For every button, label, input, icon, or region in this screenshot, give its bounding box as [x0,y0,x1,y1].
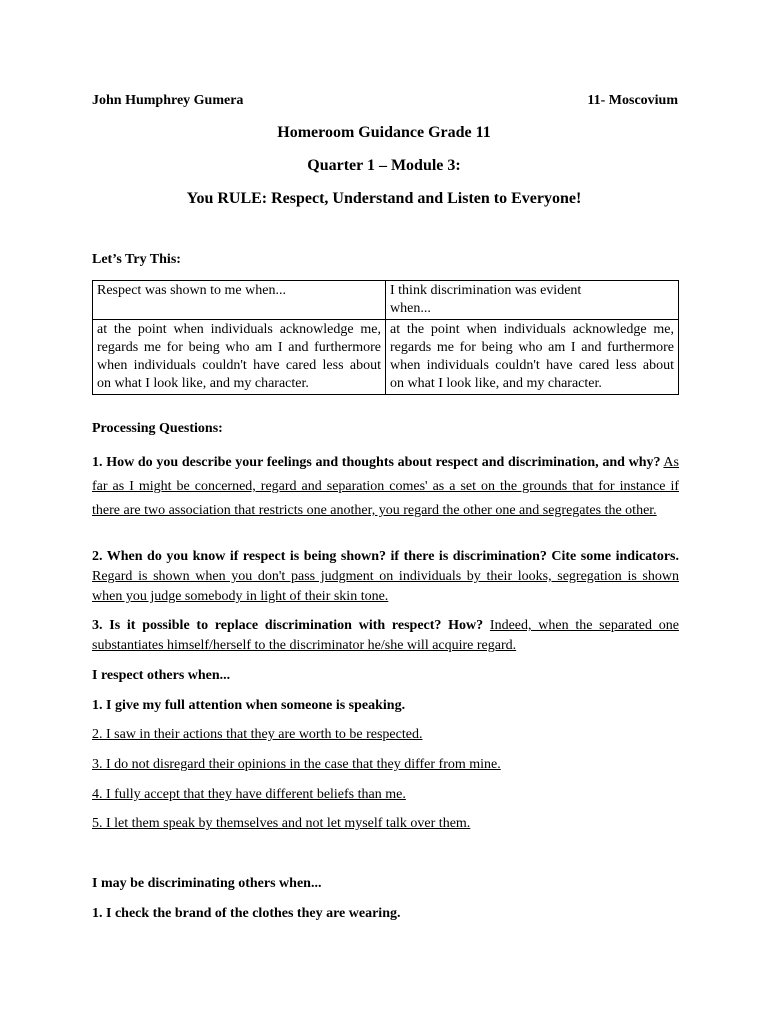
table-cell-respect: at the point when individuals acknowledge me, regards me for being who am I and furthermore when individuals couldn't have cared less about on what I look like, and my character. [93,320,386,395]
table-header-discrimination: I think discrimination was evident when... [386,281,679,320]
respect-item-5: 5. I let them speak by themselves and not let myself talk over them. [92,816,471,831]
question-2-text: 2. When do you know if respect is being shown? if there is discrimination? Cite some indicators. [92,549,679,564]
question-1-answer: As far as I might be concerned, regard and separation comes' as a set on the grounds that for instance if there are two association that restricts one another, you regard the other one and segregates the other. [92,455,679,518]
question-1 [92,451,679,523]
student-name: John Humphrey Gumera [92,93,244,108]
table-header-respect: Respect was shown to me when... [93,281,386,320]
discriminating-heading: I may be discriminating others when... [92,876,322,891]
table-row [93,320,679,395]
respect-item-2: 2. I saw in their actions that they are worth to be respected. [92,727,423,742]
question-2 [92,547,679,607]
respect-item-3: 3. I do not disregard their opinions in the case that they differ from mine. [92,757,501,772]
respect-others-heading: I respect others when... [92,668,231,683]
lets-try-this-heading: Let’s Try This: [92,252,181,267]
question-3-answer: Indeed, when the separated one substantiates himself/herself to the discriminator he/she will acquire regard. [92,618,679,653]
student-section: 11- Moscovium [587,93,678,108]
module-title: Quarter 1 – Module 3: [307,157,461,174]
respect-item-4: 4. I fully accept that they have different beliefs than me. [92,787,406,802]
respect-discrimination-table [92,280,679,395]
table-cell-discrimination: at the point when individuals acknowledge me, regards me for being who am I and furthermore when individuals couldn't have cared less about on what I look like, and my character. [386,320,679,395]
question-3 [92,616,679,656]
respect-item-1: 1. I give my full attention when someone is speaking. [92,698,406,713]
discriminating-item-1: 1. I check the brand of the clothes they are wearing. [92,906,401,921]
module-subtitle: You RULE: Respect, Understand and Listen to Everyone! [186,190,582,207]
question-3-text: 3. Is it possible to replace discrimination with respect? How? [92,618,484,633]
document-title: Homeroom Guidance Grade 11 [277,124,491,141]
processing-questions-heading: Processing Questions: [92,421,223,436]
document-header [92,93,678,109]
table-header-row [93,281,679,320]
question-2-answer: Regard is shown when you don't pass judgment on individuals by their looks, segregation is shown when you judge somebody in light of their skin tone. [92,569,679,604]
question-1-text: 1. How do you describe your feelings and thoughts about respect and discrimination, and why? [92,455,661,470]
